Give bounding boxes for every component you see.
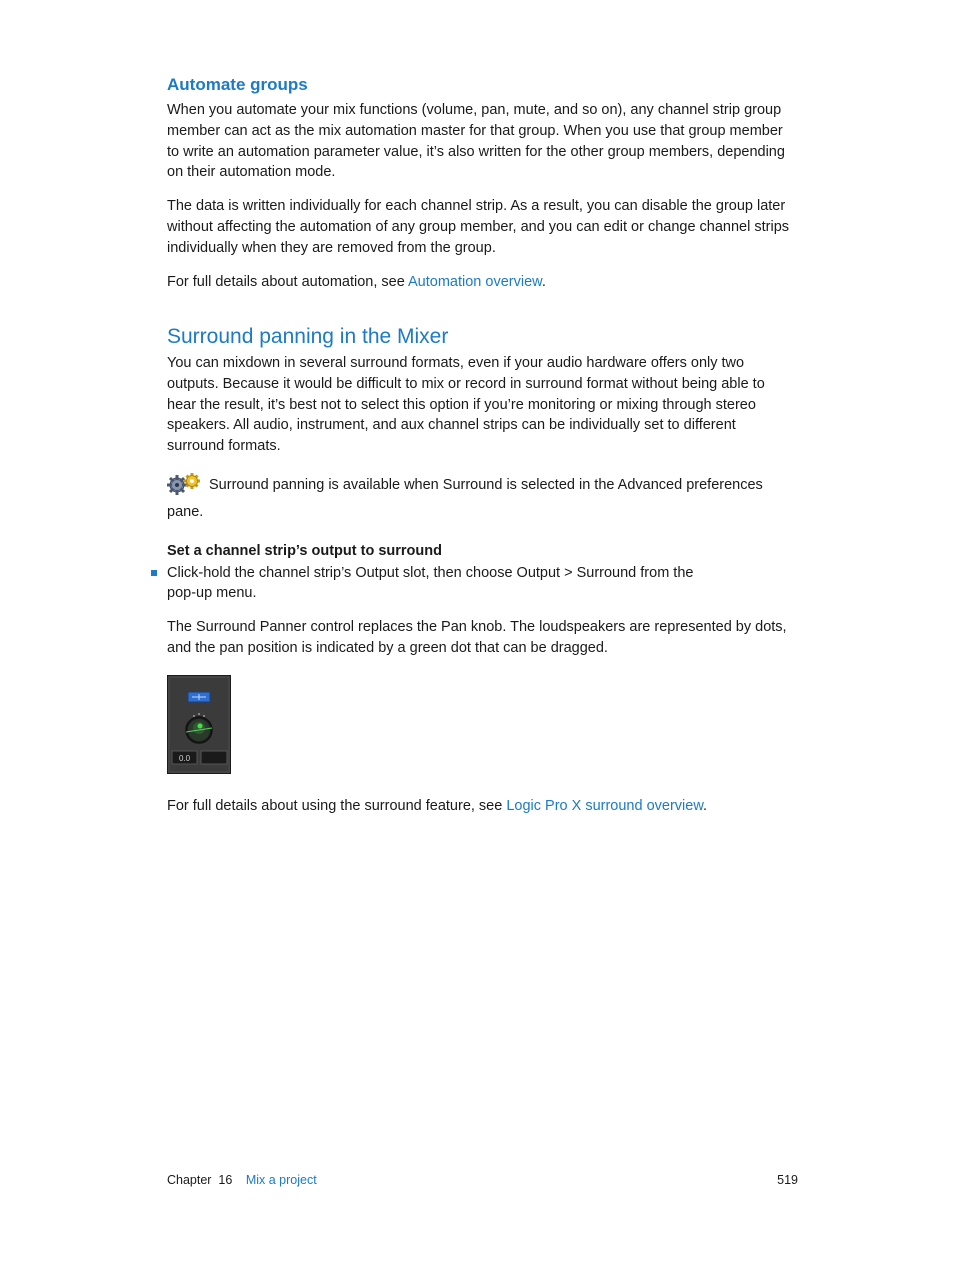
automation-overview-link[interactable]: Automation overview <box>408 273 542 290</box>
paragraph: When you automate your mix functions (volume, pan, mute, and so on), any channel strip group member can act as the mix automation master for that group. When you use that group member to write an automation parameter value, it’s also written for the other group members, depending on their automation mode. <box>167 102 785 181</box>
task-heading: Set a channel strip’s output to surround <box>167 542 442 559</box>
secondary-value-field[interactable] <box>201 751 227 764</box>
section-automate-groups <box>167 74 797 292</box>
paragraph: You can mixdown in several surround formats, even if your audio hardware offers only two outputs. Because it would be difficult to mix or record in surround format without being able to hear the result, it’s best not to select this option if you’re monitoring or mixing through stereo speakers. All audio, instrument, and aux channel strips can be individually set to different surround formats. <box>167 355 765 455</box>
speaker-dot <box>198 713 200 715</box>
surround-panner-screenshot <box>167 675 231 774</box>
surround-overview-link[interactable]: Logic Pro X surround overview <box>506 797 703 814</box>
section-surround-panning <box>167 324 797 817</box>
pan-position-dot[interactable] <box>198 723 203 728</box>
chapter-label: Chapter 16 <box>167 1173 233 1187</box>
list-item: Click-hold the channel strip’s Output slot, then choose Output > Surround from the pop-up menu. <box>167 563 797 605</box>
heading-surround-panning: Surround panning in the Mixer <box>167 325 449 348</box>
bullet-square-icon <box>151 570 157 576</box>
speaker-dot <box>203 715 205 717</box>
paragraph: The Surround Panner control replaces the Pan knob. The loudspeakers are represented by dots, and the pan position is indicated by a green dot that can be dragged. <box>167 619 787 656</box>
page-footer <box>167 1173 798 1187</box>
paragraph: The data is written individually for each channel strip. As a result, you can disable the group later without affecting the automation of any group member, and you can edit or change channel strips individually when they are removed from the group. <box>167 198 790 256</box>
heading-automate-groups: Automate groups <box>167 75 308 94</box>
chapter-title-link[interactable]: Mix a project <box>245 1173 317 1187</box>
surround-panner-graphic <box>168 676 230 773</box>
advanced-preferences-gears-icon <box>167 473 201 502</box>
paragraph: For full details about automation, see Automation overview. <box>167 273 546 290</box>
page-number: 519 <box>777 1173 798 1187</box>
pan-value-text: 0.0 <box>178 753 191 763</box>
note: Surround panning is available when Surround is selected in the Advanced preferences pane. <box>167 473 797 523</box>
paragraph: For full details about using the surround feature, see Logic Pro X surround overview. <box>167 797 708 814</box>
speaker-dot <box>193 715 195 717</box>
